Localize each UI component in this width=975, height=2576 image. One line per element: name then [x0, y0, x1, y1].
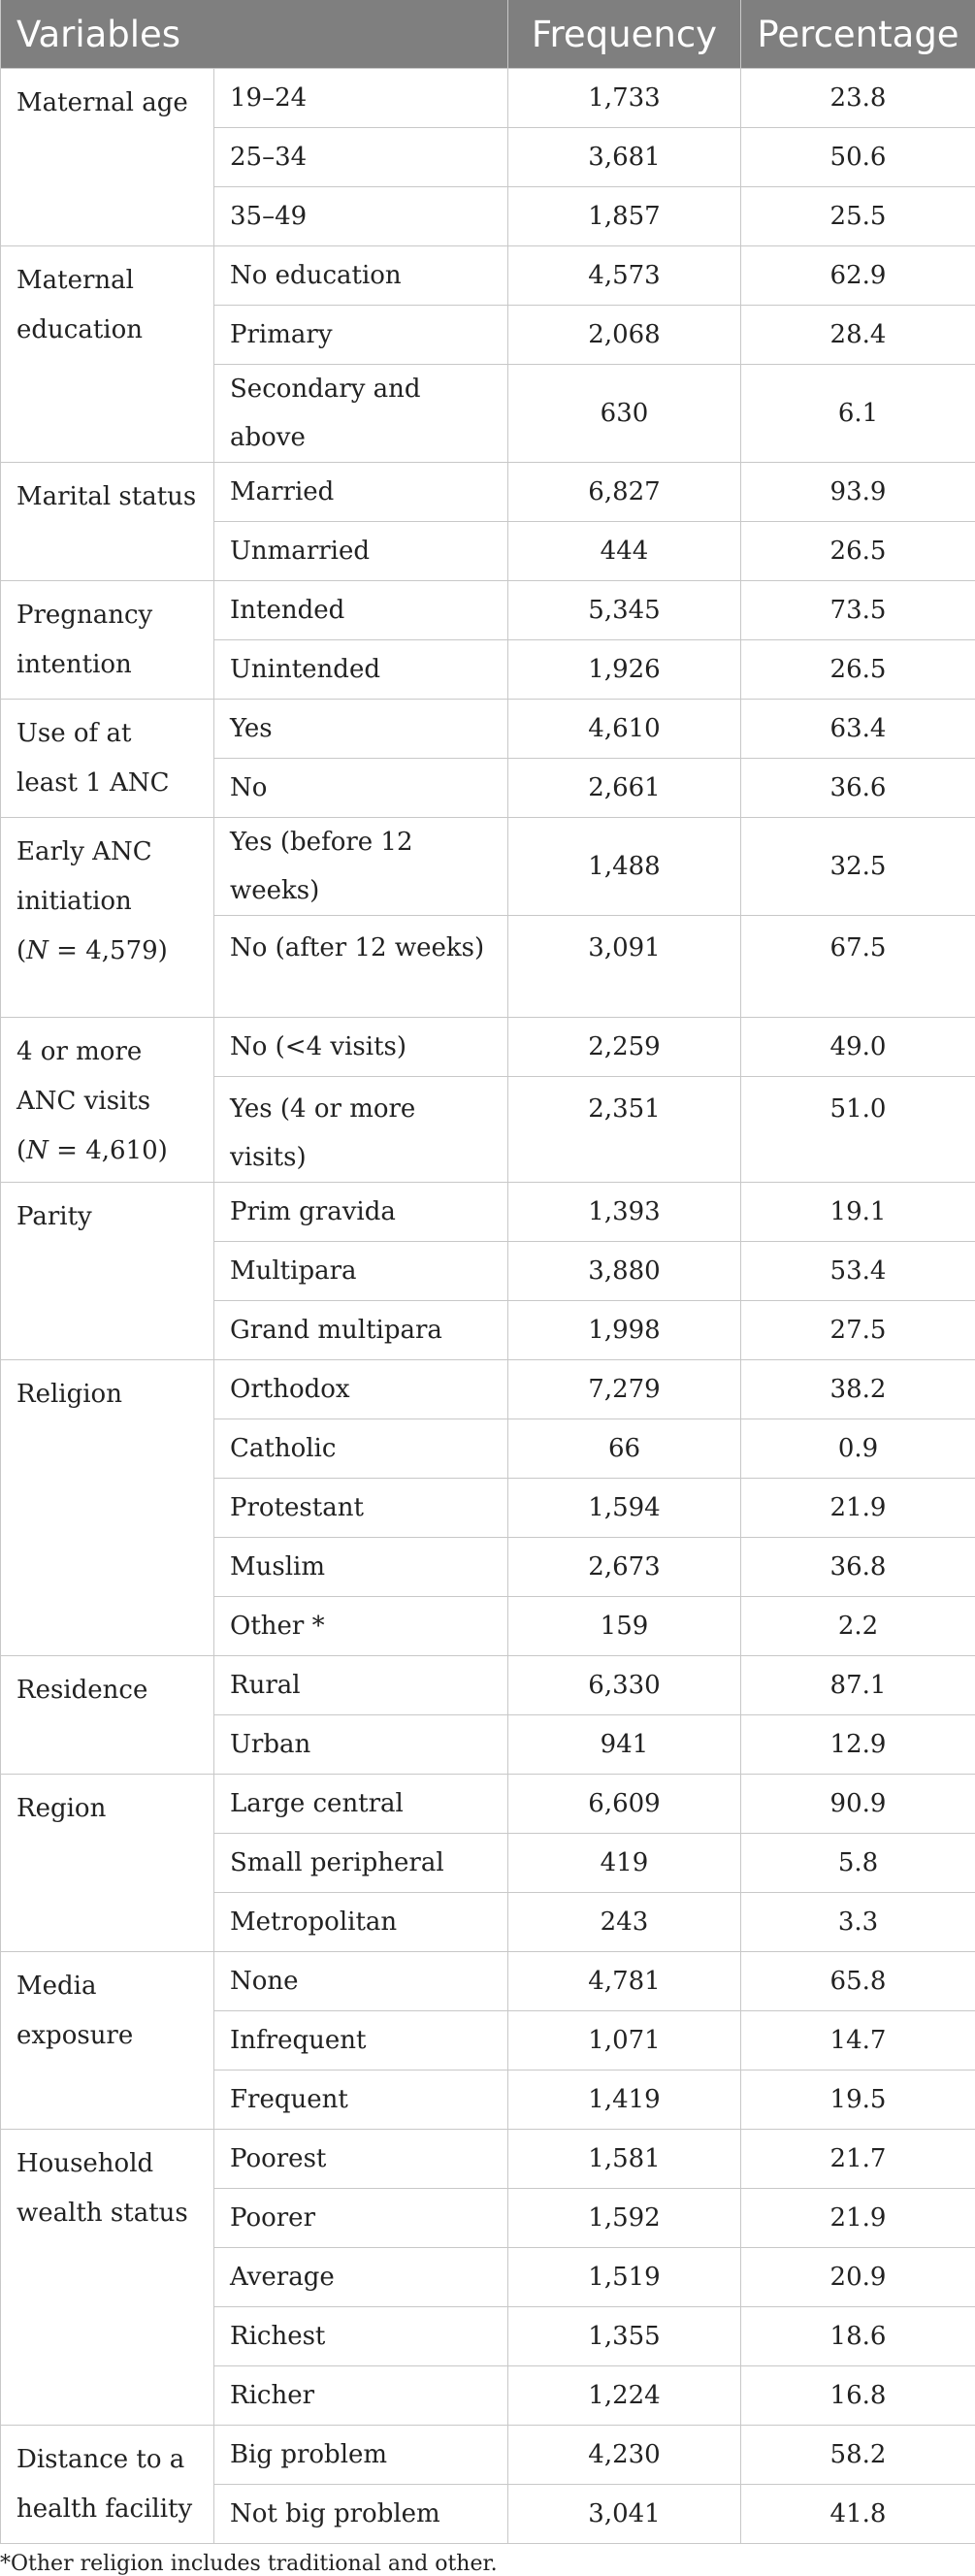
frequency-cell: 3,681 [508, 128, 741, 187]
frequency-cell: 5,345 [508, 581, 741, 640]
frequency-cell: 1,355 [508, 2307, 741, 2366]
variable-label-text: Marital status [16, 482, 196, 511]
percentage-cell: 50.6 [741, 128, 975, 187]
frequency-cell: 2,351 [508, 1077, 741, 1183]
frequency-cell: 4,610 [508, 700, 741, 759]
frequency-cell: 2,259 [508, 1018, 741, 1077]
variable-label-text: Distance to a health facility [16, 2445, 192, 2524]
frequency-cell: 6,827 [508, 463, 741, 522]
frequency-cell: 1,998 [508, 1301, 741, 1360]
variable-label-text: Parity [16, 1202, 92, 1231]
frequency-cell: 419 [508, 1834, 741, 1893]
category-cell: No (<4 visits) [214, 1018, 508, 1077]
frequency-cell: 1,857 [508, 187, 741, 246]
table-row [1, 69, 975, 128]
variable-label-text: 4 or more ANC visits [16, 1037, 150, 1116]
category-cell: Muslim [214, 1538, 508, 1597]
variable-label-text: Use of at least 1 ANC [16, 719, 170, 798]
variable-label [1, 581, 214, 700]
percentage-cell: 32.5 [741, 818, 975, 916]
variable-sample-size: (N = 4,579) [16, 936, 168, 965]
percentage-cell: 21.9 [741, 1479, 975, 1538]
frequency-cell: 3,041 [508, 2485, 741, 2544]
percentage-cell: 73.5 [741, 581, 975, 640]
variable-label [1, 818, 214, 1018]
table-row [1, 463, 975, 522]
variable-label [1, 1952, 214, 2130]
variable-label-text: Region [16, 1794, 106, 1823]
variable-label [1, 463, 214, 581]
frequency-cell: 1,592 [508, 2189, 741, 2248]
percentage-cell: 26.5 [741, 640, 975, 700]
percentage-cell: 16.8 [741, 2366, 975, 2426]
category-cell: Richer [214, 2366, 508, 2426]
percentage-cell: 51.0 [741, 1077, 975, 1183]
frequency-cell: 6,609 [508, 1775, 741, 1834]
table-row [1, 2130, 975, 2189]
category-cell: Frequent [214, 2071, 508, 2130]
variable-label-text: Maternal age [16, 88, 188, 117]
variable-label-text: Household wealth status [16, 2149, 188, 2228]
category-cell: 25–34 [214, 128, 508, 187]
percentage-cell: 27.5 [741, 1301, 975, 1360]
frequency-cell: 1,926 [508, 640, 741, 700]
sample-size-value: = 4,610) [49, 1136, 168, 1165]
frequency-cell: 243 [508, 1893, 741, 1952]
category-cell: Poorer [214, 2189, 508, 2248]
category-cell: Prim gravida [214, 1183, 508, 1242]
frequency-cell: 4,230 [508, 2426, 741, 2485]
frequency-cell: 444 [508, 522, 741, 581]
table-row [1, 1360, 975, 1419]
sample-size-symbol: N [26, 936, 49, 965]
variable-label [1, 1183, 214, 1360]
frequency-cell: 1,224 [508, 2366, 741, 2426]
variable-sample-size: (N = 4,610) [16, 1136, 168, 1165]
percentage-cell: 19.1 [741, 1183, 975, 1242]
category-cell: Richest [214, 2307, 508, 2366]
percentage-cell: 19.5 [741, 2071, 975, 2130]
category-cell: Grand multipara [214, 1301, 508, 1360]
category-cell: Not big problem [214, 2485, 508, 2544]
table-body [1, 69, 975, 2544]
variable-label [1, 1018, 214, 1183]
percentage-cell: 2.2 [741, 1597, 975, 1656]
frequency-cell: 2,661 [508, 759, 741, 818]
category-cell: Protestant [214, 1479, 508, 1538]
category-cell: Yes (before 12 weeks) [214, 818, 508, 916]
sample-size-symbol: N [26, 1136, 49, 1165]
category-cell: Secondary and above [214, 365, 508, 463]
percentage-cell: 5.8 [741, 1834, 975, 1893]
category-cell: Rural [214, 1656, 508, 1715]
frequency-cell: 1,419 [508, 2071, 741, 2130]
percentage-cell: 90.9 [741, 1775, 975, 1834]
frequency-cell: 6,330 [508, 1656, 741, 1715]
category-cell: Large central [214, 1775, 508, 1834]
category-cell: Unintended [214, 640, 508, 700]
category-cell: Yes [214, 700, 508, 759]
variable-label [1, 2130, 214, 2426]
percentage-cell: 87.1 [741, 1656, 975, 1715]
variable-label-text: Maternal education [16, 266, 143, 344]
variable-label [1, 1656, 214, 1775]
percentage-cell: 63.4 [741, 700, 975, 759]
frequency-cell: 7,279 [508, 1360, 741, 1419]
table-row [1, 581, 975, 640]
category-cell: Orthodox [214, 1360, 508, 1419]
header-variables: Variables [1, 0, 508, 69]
percentage-cell: 25.5 [741, 187, 975, 246]
variable-label [1, 1775, 214, 1952]
variable-label-text: Media exposure [16, 1972, 133, 2050]
frequency-cell: 1,488 [508, 818, 741, 916]
frequency-cell: 1,519 [508, 2248, 741, 2307]
category-cell: No (after 12 weeks) [214, 916, 508, 1018]
variable-label [1, 246, 214, 463]
category-cell: Infrequent [214, 2011, 508, 2071]
frequency-cell: 1,581 [508, 2130, 741, 2189]
category-cell: Married [214, 463, 508, 522]
percentage-cell: 36.6 [741, 759, 975, 818]
percentage-cell: 93.9 [741, 463, 975, 522]
category-cell: No education [214, 246, 508, 306]
category-cell: 35–49 [214, 187, 508, 246]
table-row [1, 1775, 975, 1834]
category-cell: Catholic [214, 1419, 508, 1479]
percentage-cell: 21.9 [741, 2189, 975, 2248]
percentage-cell: 65.8 [741, 1952, 975, 2011]
percentage-cell: 21.7 [741, 2130, 975, 2189]
category-cell: Primary [214, 306, 508, 365]
table-row [1, 1183, 975, 1242]
variable-label [1, 700, 214, 818]
category-cell: Unmarried [214, 522, 508, 581]
category-cell: Yes (4 or more visits) [214, 1077, 508, 1183]
variable-label-text: Residence [16, 1676, 147, 1705]
variable-label [1, 1360, 214, 1656]
table-row [1, 1952, 975, 2011]
frequency-cell: 4,573 [508, 246, 741, 306]
percentage-cell: 20.9 [741, 2248, 975, 2307]
category-cell: Other * [214, 1597, 508, 1656]
variable-label-text: Pregnancy intention [16, 601, 152, 679]
header-percentage: Percentage [741, 0, 975, 69]
table-row [1, 2426, 975, 2485]
category-cell: Average [214, 2248, 508, 2307]
category-cell: Small peripheral [214, 1834, 508, 1893]
percentage-cell: 41.8 [741, 2485, 975, 2544]
percentage-cell: 18.6 [741, 2307, 975, 2366]
category-cell: Poorest [214, 2130, 508, 2189]
percentage-cell: 62.9 [741, 246, 975, 306]
percentage-cell: 38.2 [741, 1360, 975, 1419]
percentage-cell: 49.0 [741, 1018, 975, 1077]
variable-label-text: Early ANC initiation [16, 837, 152, 916]
category-cell: No [214, 759, 508, 818]
table-header [1, 0, 975, 69]
percentage-cell: 58.2 [741, 2426, 975, 2485]
frequency-cell: 1,071 [508, 2011, 741, 2071]
category-cell: Multipara [214, 1242, 508, 1301]
percentage-cell: 0.9 [741, 1419, 975, 1479]
frequency-cell: 159 [508, 1597, 741, 1656]
percentage-cell: 23.8 [741, 69, 975, 128]
frequency-cell: 941 [508, 1715, 741, 1775]
percentage-cell: 12.9 [741, 1715, 975, 1775]
frequency-cell: 3,091 [508, 916, 741, 1018]
variable-label-text: Religion [16, 1380, 122, 1409]
frequency-cell: 1,393 [508, 1183, 741, 1242]
category-cell: Metropolitan [214, 1893, 508, 1952]
percentage-cell: 3.3 [741, 1893, 975, 1952]
frequency-cell: 4,781 [508, 1952, 741, 2011]
percentage-cell: 36.8 [741, 1538, 975, 1597]
percentage-cell: 6.1 [741, 365, 975, 463]
category-cell: Urban [214, 1715, 508, 1775]
table-footnote: *Other religion includes traditional and other. [0, 2552, 975, 2576]
variable-label [1, 69, 214, 246]
frequency-cell: 630 [508, 365, 741, 463]
frequency-cell: 1,733 [508, 69, 741, 128]
category-cell: Intended [214, 581, 508, 640]
frequency-cell: 3,880 [508, 1242, 741, 1301]
percentage-cell: 26.5 [741, 522, 975, 581]
table-row [1, 246, 975, 306]
variable-label [1, 2426, 214, 2544]
frequency-cell: 2,068 [508, 306, 741, 365]
table-row [1, 1656, 975, 1715]
percentage-cell: 53.4 [741, 1242, 975, 1301]
header-row [1, 0, 975, 69]
table-row [1, 818, 975, 916]
category-cell: None [214, 1952, 508, 2011]
sample-size-value: = 4,579) [49, 936, 168, 965]
percentage-cell: 28.4 [741, 306, 975, 365]
category-cell: 19–24 [214, 69, 508, 128]
table-row [1, 700, 975, 759]
category-cell: Big problem [214, 2426, 508, 2485]
percentage-cell: 14.7 [741, 2011, 975, 2071]
percentage-cell: 67.5 [741, 916, 975, 1018]
frequency-cell: 2,673 [508, 1538, 741, 1597]
frequency-cell: 66 [508, 1419, 741, 1479]
header-frequency: Frequency [508, 0, 741, 69]
table-row [1, 1018, 975, 1077]
frequency-cell: 1,594 [508, 1479, 741, 1538]
